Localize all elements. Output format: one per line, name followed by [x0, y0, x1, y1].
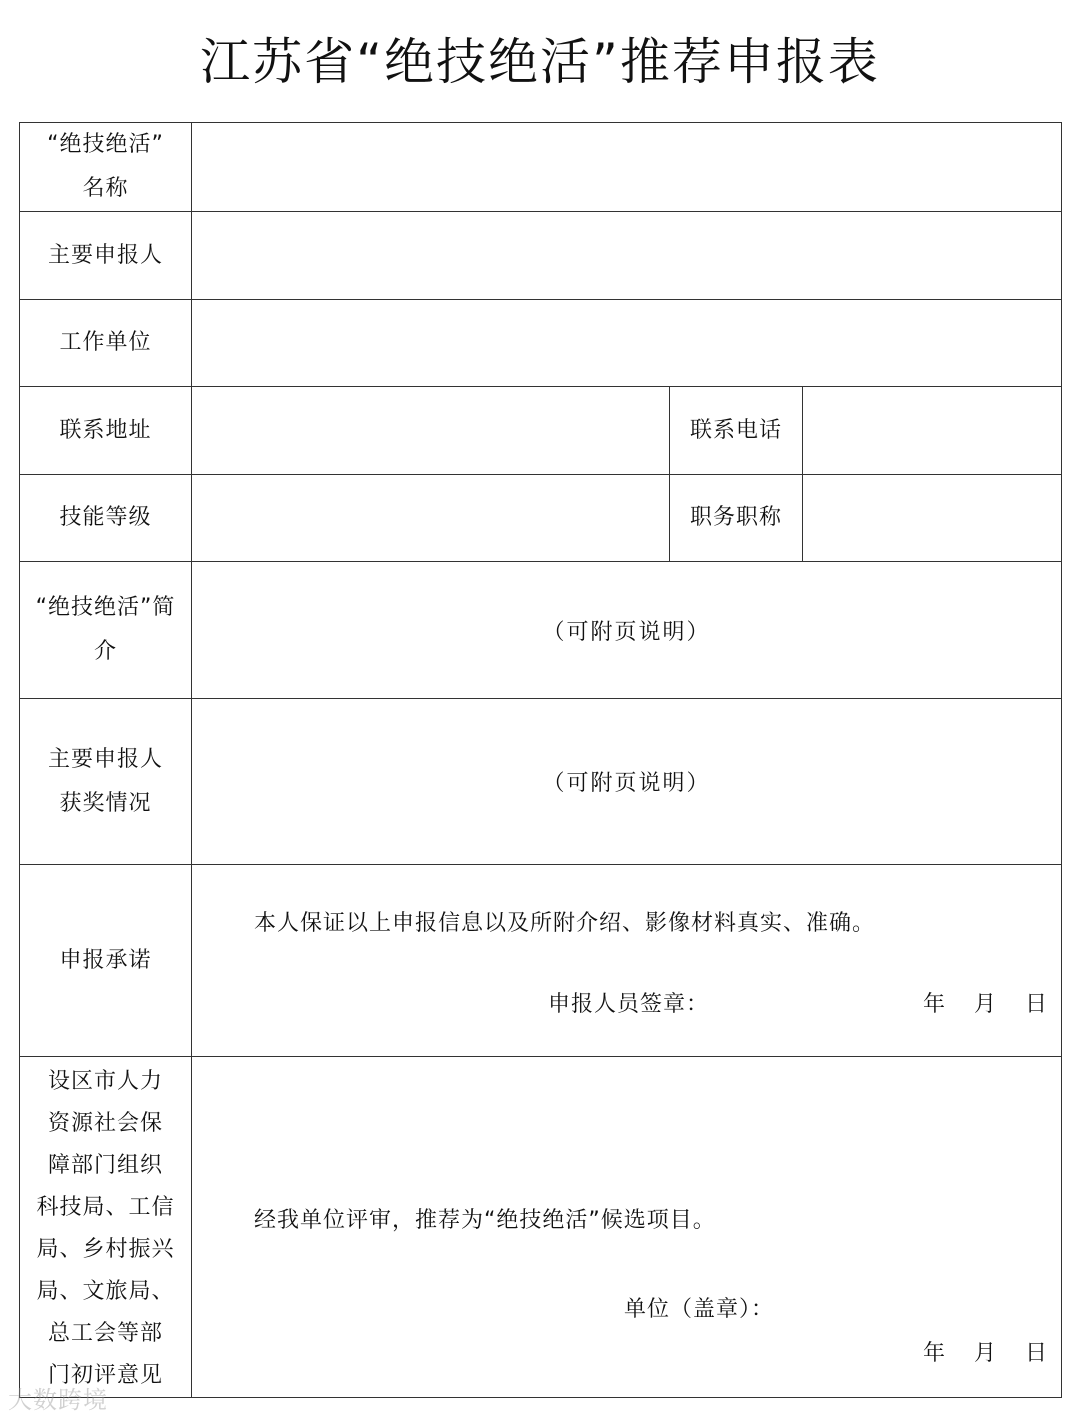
- address-field[interactable]: [192, 387, 670, 475]
- row-applicant: [20, 212, 1062, 300]
- applicant-label: 主要申报人: [20, 212, 192, 300]
- pledge-label: 申报承诺: [20, 865, 192, 1057]
- work-unit-field[interactable]: [192, 300, 1062, 387]
- pledge-date-day: 日: [1025, 992, 1048, 1017]
- row-awards: [20, 699, 1062, 865]
- pledge-text: 本人保证以上申报信息以及所附介绍、影像材料真实、准确。: [254, 911, 876, 936]
- intro-hint: （可附页说明）: [542, 619, 711, 645]
- skill-level-label: 技能等级: [20, 475, 192, 562]
- review-date: [901, 1336, 1047, 1367]
- row-pledge: [20, 865, 1062, 1057]
- review-text: 经我单位评审，推荐为“绝技绝活”候选项目。: [254, 1208, 716, 1233]
- review-date-row: [192, 1336, 1061, 1376]
- skill-level-field[interactable]: [192, 475, 670, 562]
- row-intro: [20, 562, 1062, 699]
- application-form-table: [19, 122, 1062, 1398]
- phone-field[interactable]: [803, 387, 1062, 475]
- row-skill-level: [20, 475, 1062, 562]
- skill-name-field[interactable]: [192, 123, 1062, 212]
- review-seal-label: 单位（盖章）：: [624, 1297, 775, 1322]
- review-date-day: 日: [1025, 1341, 1048, 1366]
- intro-label: “绝技绝活”简 介: [20, 562, 192, 699]
- row-review: [20, 1057, 1062, 1398]
- skill-name-label: “绝技绝活” 名称: [20, 123, 192, 212]
- form-title: 江苏省“绝技绝活”推荐申报表: [200, 33, 880, 91]
- applicant-field[interactable]: [192, 212, 1062, 300]
- awards-hint: （可附页说明）: [542, 771, 711, 796]
- review-date-month: 月: [973, 1341, 996, 1366]
- row-address: [20, 387, 1062, 475]
- awards-field[interactable]: [192, 699, 1062, 865]
- awards-label: 主要申报人 获奖情况: [20, 699, 192, 865]
- row-skill-name: [20, 123, 1062, 212]
- phone-label: 联系电话: [670, 387, 803, 475]
- work-unit-label: 工作单位: [20, 300, 192, 387]
- pledge-cell: [192, 865, 1062, 1057]
- intro-field[interactable]: [192, 562, 1062, 699]
- job-title-field[interactable]: [803, 475, 1062, 562]
- pledge-signature-row: [192, 987, 1061, 1027]
- pledge-date-month: 月: [973, 992, 996, 1017]
- address-label: 联系地址: [20, 387, 192, 475]
- review-date-year: 年: [922, 1341, 945, 1366]
- review-cell: [192, 1057, 1062, 1398]
- pledge-date-year: 年: [922, 992, 945, 1017]
- job-title-label: 职务职称: [670, 475, 803, 562]
- pledge-signature-label: 申报人员签章：: [548, 992, 710, 1017]
- review-seal-row: [192, 1292, 1061, 1332]
- pledge-date: [901, 987, 1047, 1018]
- review-label: 设区市人力 资源社会保 障部门组织 科技局、工信 局、乡村振兴 局、文旅局、 总工会等部 门初评意见: [20, 1057, 192, 1398]
- row-work-unit: [20, 300, 1062, 387]
- watermark: 大数跨境: [8, 1386, 108, 1414]
